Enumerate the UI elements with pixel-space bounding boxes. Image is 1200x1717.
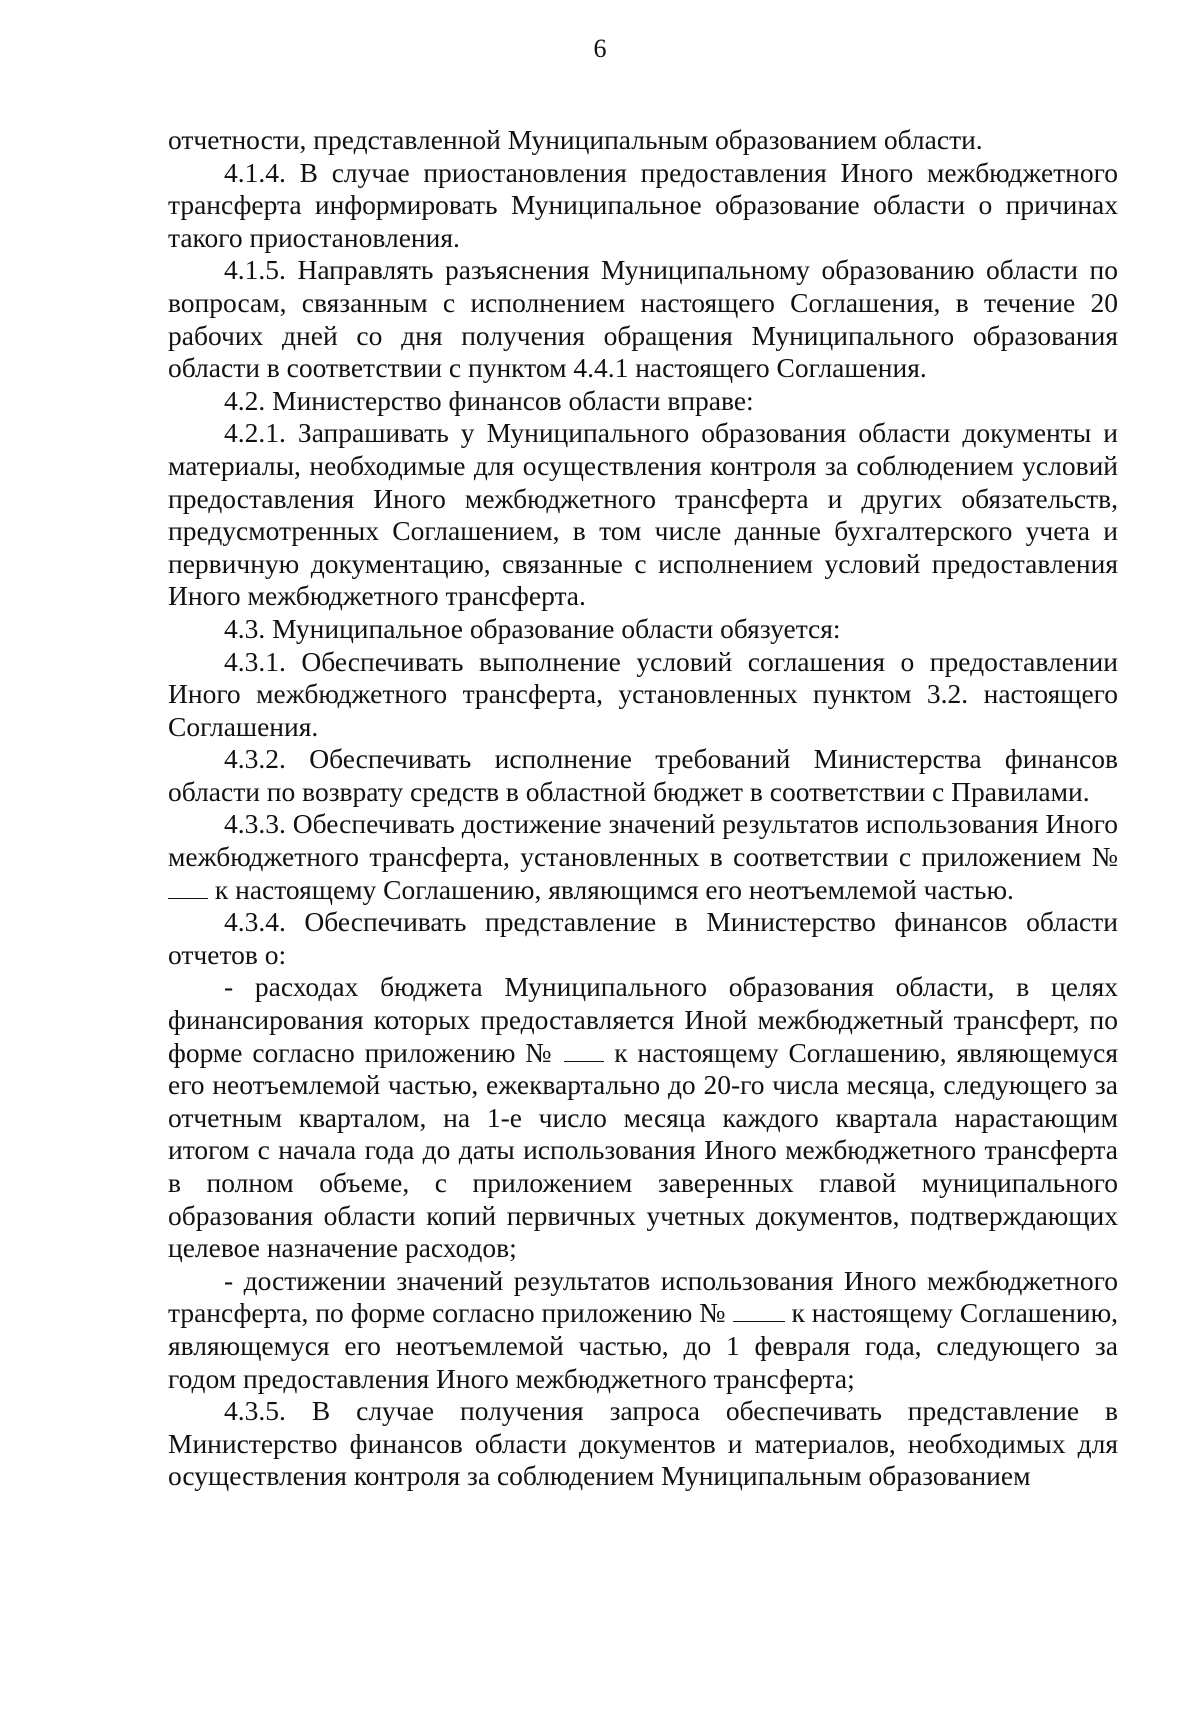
blank-line [733, 1320, 785, 1322]
list-item-expenses-text-b: к настоящему Соглашению, являющемуся его неотъемлемой частью, ежеквартально до 20-го числа месяца, следующего за отчетным кварталом, на 1-е число месяца каждого квартала нарастающим итогом с начала года до даты использования Иного межбюджетного трансферта в полном объеме, с приложением заверенных главой муниципального образования области копий первичных учетных документов, подтверждающих целевое назначение расходов; [168, 1036, 1119, 1264]
paragraph-4-3-4: 4.3.4. Обеспечивать представление в Министерство финансов области отчетов о: [168, 906, 1118, 970]
paragraph-4-1-4: 4.1.4. В случае приостановления предоставления Иного межбюджетного трансферта информировать Муниципальное образование области о причинах такого приостановления. [168, 156, 1118, 253]
blank-line [168, 897, 208, 899]
paragraph-4-3-2: 4.3.2. Обеспечивать исполнение требований Министерства финансов области по возврату средств в областной бюджет в соответствии с Правилами. [168, 743, 1118, 807]
paragraph-continuation: отчетности, представленной Муниципальным образованием области. [168, 124, 983, 155]
list-item-results-text-a: - достижении значений результатов использования Иного межбюджетного трансферта, по форме согласно приложению № [168, 1264, 1118, 1329]
paragraph-4-2: 4.2. Министерство финансов области вправе: [224, 384, 754, 416]
paragraph-4-2-1: 4.2.1. Запрашивать у Муниципального образования области документы и материалы, необходимые для осуществления контроля за соблюдением условий предоставления Иного межбюджетного трансферта и других обязательств, предусмотренных Соглашением, в том числе данные бухгалтерского учета и первичную документацию, связанные с исполнением условий предоставления Иного межбюджетного трансферта. [168, 417, 1118, 612]
list-item-results-text-b: к настоящему Соглашению, являющемуся его неотъемлемой частью, до 1 февраля года, следующего за годом предоставления Иного межбюджетного трансферта; [168, 1297, 1119, 1394]
paragraph-4-3: 4.3. Муниципальное образование области обязуется: [224, 612, 841, 644]
paragraph-4-1-5: 4.1.5. Направлять разъяснения Муниципальному образованию области по вопросам, связанным с исполнением настоящего Соглашения, в течение 20 рабочих дней со дня получения обращения Муниципального образования области в соответствии с пунктом 4.4.1 настоящего Соглашения. [168, 254, 1118, 384]
list-item-expenses-text-a: - расходах бюджета Муниципального образования области, в целях финансирования которых предоставляется Иной межбюджетный трансферт, по форме согласно приложению № [168, 971, 1118, 1068]
list-item-expenses-report [168, 971, 1118, 1264]
paragraph-4-3-3-text-a: 4.3.3. Обеспечивать достижение значений результатов использования Иного межбюджетного трансферта, установленных в соответствии с приложением № [168, 808, 1118, 873]
paragraph-4-3-3 [168, 808, 1118, 906]
page-number: 6 [593, 34, 607, 63]
paragraph-4-3-1: 4.3.1. Обеспечивать выполнение условий соглашения о предоставлении Иного межбюджетного трансферта, установленных пунктом 3.2. настоящего Соглашения. [168, 645, 1118, 742]
blank-line [564, 1060, 604, 1062]
paragraph-4-3-3-text-b: к настоящему Соглашению, являющимся его неотъемлемой частью. [214, 873, 1014, 905]
list-item-results-report [168, 1265, 1118, 1395]
document-body [168, 124, 1118, 1493]
paragraph-4-3-5: 4.3.5. В случае получения запроса обеспечивать представление в Министерство финансов области документов и материалов, необходимых для осуществления контроля за соблюдением Муниципальным образованием [168, 1395, 1118, 1492]
